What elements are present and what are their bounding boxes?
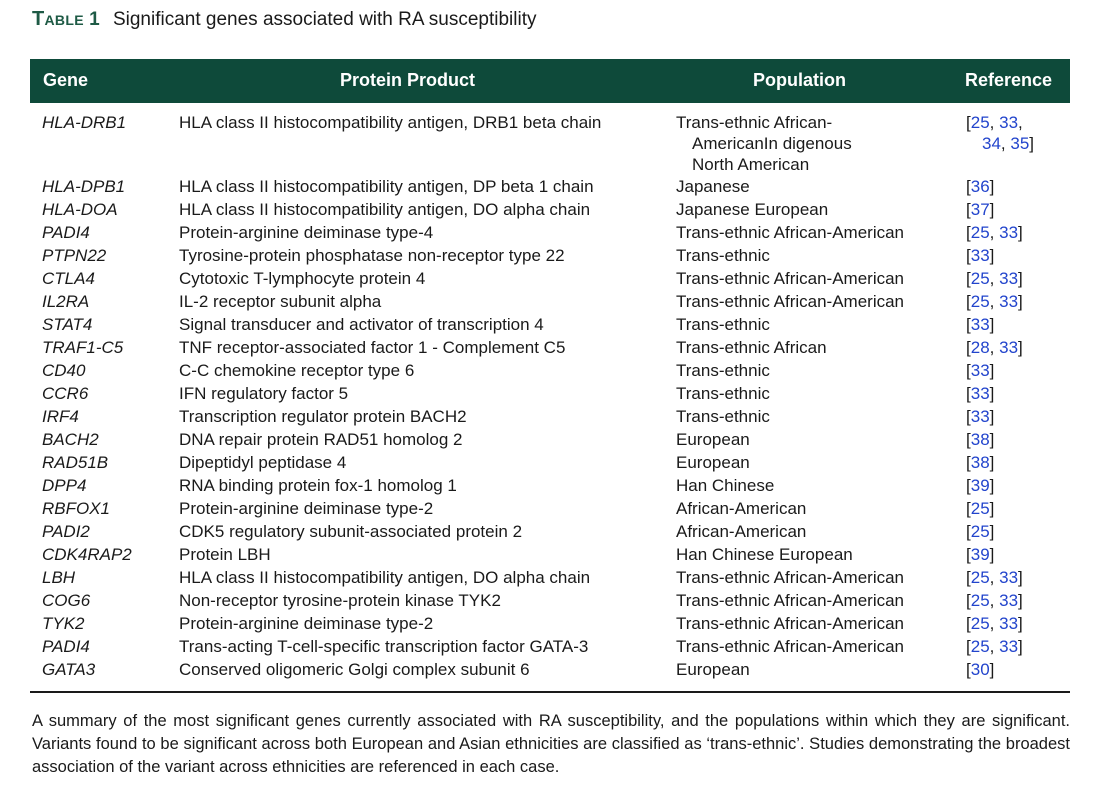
citation-punct: , [989,637,1000,656]
population-line: African-American [676,499,807,518]
reference-cell [966,406,994,427]
population-line: Trans-ethnic African [676,338,827,357]
reference-line [966,429,994,450]
population-cell [676,475,966,496]
population-line: Trans-ethnic [676,407,770,426]
header-population: Population [753,70,846,90]
reference-line [966,613,1023,634]
population-cell [676,314,966,335]
citation-punct: ] [1018,223,1023,242]
protein-cell: TNF receptor-associated factor 1 - Complement C5 [179,338,566,357]
gene-cell: PADI4 [42,223,90,242]
population-cell [676,199,966,220]
reference-line [966,314,994,335]
citation-punct: [ [966,568,971,587]
population-line: European [676,453,750,472]
reference-line [966,222,1023,243]
table-bottom-rule [30,691,1070,693]
reference-cell [966,337,1023,358]
protein-cell: HLA class II histocompatibility antigen, DO alpha chain [179,568,591,587]
reference-cell [966,245,994,266]
population-line: Trans-ethnic African-American [676,223,905,242]
protein-cell: Protein-arginine deiminase type-4 [179,223,434,242]
protein-cell: Transcription regulator protein BACH2 [179,407,467,426]
reference-line [966,176,994,197]
gene-cell: BACH2 [42,430,99,449]
gene-cell: CD40 [42,361,86,380]
protein-cell: HLA class II histocompatibility antigen, DP beta 1 chain [179,177,594,196]
protein-cell: Non-receptor tyrosine-protein kinase TYK2 [179,591,501,610]
gene-cell: CCR6 [42,384,89,403]
citation-punct: ] [989,660,995,679]
population-line: Han Chinese [676,476,775,495]
protein-cell: Protein-arginine deiminase type-2 [179,499,434,518]
citation-punct: , [989,591,1000,610]
citation-punct: , [1018,113,1023,132]
table-number: 1 [89,9,100,30]
gene-cell: RAD51B [42,453,109,472]
population-cell [676,337,966,358]
citation-punct: [ [966,223,971,242]
citation-link[interactable]: 25 [970,591,990,610]
citation-punct: ] [989,315,995,334]
population-cell [676,112,966,175]
population-line: Trans-ethnic [676,361,770,380]
protein-cell: Dipeptidyl peptidase 4 [179,453,347,472]
population-line: Trans-ethnic African-American [676,591,905,610]
table-label: Table [32,8,84,30]
reference-line [966,590,1023,611]
citation-punct: [ [966,660,971,679]
citation-punct: , [989,614,1000,633]
protein-cell: Protein LBH [179,545,271,564]
citation-punct: ] [989,407,995,426]
gene-cell: CDK4RAP2 [42,545,132,564]
gene-cell: IRF4 [42,407,79,426]
gene-cell: STAT4 [42,315,93,334]
reference-cell [966,291,1023,312]
gene-cell: HLA-DPB1 [42,177,126,196]
reference-cell [966,567,1023,588]
citation-link[interactable]: 33 [999,637,1019,656]
gene-cell: COG6 [42,591,91,610]
citation-link[interactable]: 33 [999,568,1019,587]
citation-link[interactable]: 39 [970,476,990,495]
reference-cell [966,176,994,197]
citation-punct: ] [989,545,995,564]
gene-cell: PADI2 [42,522,90,541]
gene-cell: TYK2 [42,614,85,633]
population-cell [676,360,966,381]
population-line: Trans-ethnic African-American [676,637,905,656]
protein-cell: CDK5 regulatory subunit-associated protein 2 [179,522,523,541]
gene-cell: DPP4 [42,476,87,495]
protein-cell: Cytotoxic T-lymphocyte protein 4 [179,269,426,288]
protein-cell: Tyrosine-protein phosphatase non-receptor type 22 [179,246,565,265]
citation-punct: [ [966,246,971,265]
reference-line [966,245,994,266]
citation-link[interactable]: 25 [970,499,990,518]
gene-cell: PTPN22 [42,246,107,265]
citation-link[interactable]: 25 [970,614,990,633]
reference-cell [966,498,994,519]
reference-line [966,567,1023,588]
citation-link[interactable]: 35 [1010,134,1030,153]
citation-link[interactable]: 33 [970,384,990,403]
reference-cell [966,636,1023,657]
citation-punct: ] [1018,338,1023,357]
citation-link[interactable]: 33 [970,246,990,265]
population-line: Trans-ethnic [676,246,770,265]
population-cell [676,452,966,473]
citation-punct: ] [1018,614,1023,633]
citation-punct: [ [966,315,971,334]
reference-cell [966,613,1023,634]
table-caption [32,8,536,31]
citation-punct: [ [966,292,971,311]
protein-cell: DNA repair protein RAD51 homolog 2 [179,430,463,449]
citation-link[interactable]: 33 [970,361,990,380]
reference-cell [966,383,994,404]
reference-line [966,521,994,542]
population-cell [676,498,966,519]
citation-punct: ] [989,384,995,403]
citation-link[interactable]: 38 [970,430,990,449]
citation-link[interactable]: 28 [970,338,990,357]
citation-link[interactable]: 25 [970,269,990,288]
reference-line [966,291,1023,312]
table-title: Significant genes associated with RA susceptibility [112,9,537,30]
citation-punct: , [989,223,1000,242]
population-line: Japanese [676,177,750,196]
population-cell [676,567,966,588]
citation-punct: , [1000,134,1011,153]
protein-cell: Signal transducer and activator of transcription 4 [179,315,544,334]
gene-cell: TRAF1-C5 [42,338,124,357]
population-cell [676,245,966,266]
reference-cell [966,222,1023,243]
citation-punct: [ [966,476,971,495]
citation-punct: ] [1018,292,1023,311]
reference-line [966,498,994,519]
population-cell [676,590,966,611]
reference-cell [966,268,1023,289]
citation-punct: ] [1018,591,1023,610]
reference-line [966,112,1034,133]
gene-cell: CTLA4 [42,269,95,288]
citation-punct: [ [966,384,971,403]
citation-punct: [ [966,338,971,357]
header-reference: Reference [965,70,1053,90]
reference-line [966,636,1023,657]
reference-line [966,544,994,565]
population-cell [676,544,966,565]
header-gene: Gene [43,70,89,90]
citation-punct: [ [966,522,971,541]
reference-line [966,406,994,427]
citation-link[interactable]: 25 [970,637,990,656]
population-line: North American [692,155,810,174]
header-protein: Protein Product [340,70,476,90]
citation-punct: [ [966,637,971,656]
gene-cell: PADI4 [42,637,90,656]
citation-link[interactable]: 33 [999,614,1019,633]
population-cell [676,521,966,542]
citation-link[interactable]: 33 [970,407,990,426]
citation-punct: [ [966,591,971,610]
reference-cell [966,590,1023,611]
citation-punct: ] [989,453,995,472]
reference-cell [966,452,994,473]
population-line: AmericanIn digenous [692,134,852,153]
citation-link[interactable]: 36 [970,177,990,196]
population-cell [676,429,966,450]
gene-cell: LBH [42,568,76,587]
citation-punct: [ [966,614,971,633]
population-cell [676,176,966,197]
citation-punct: ] [989,499,995,518]
population-cell [676,291,966,312]
citation-link[interactable]: 34 [982,134,1001,153]
population-cell [676,659,966,680]
reference-cell [966,360,994,381]
citation-link[interactable]: 25 [970,568,990,587]
citation-punct: [ [966,407,971,426]
population-cell [676,268,966,289]
reference-cell [966,314,994,335]
population-line: Han Chinese European [676,545,853,564]
citation-link[interactable]: 33 [970,315,990,334]
reference-line [966,268,1023,289]
citation-punct: ] [989,361,995,380]
citation-punct: ] [1018,269,1023,288]
citation-link[interactable]: 25 [970,292,990,311]
citation-punct: ] [1029,134,1035,153]
gene-cell: IL2RA [42,292,90,311]
population-line: Trans-ethnic African-American [676,292,905,311]
protein-cell: Protein-arginine deiminase type-2 [179,614,434,633]
reference-cell [966,199,994,220]
reference-line [966,475,994,496]
citation-punct: [ [966,113,971,132]
citation-punct: , [989,568,1000,587]
citation-punct: [ [966,269,971,288]
citation-link[interactable]: 33 [999,269,1019,288]
citation-link[interactable]: 38 [970,453,990,472]
population-line: Trans-ethnic African-American [676,269,905,288]
population-cell [676,222,966,243]
citation-punct: ] [989,177,995,196]
gene-cell: GATA3 [42,660,96,679]
citation-punct: [ [966,453,971,472]
protein-cell: IL-2 receptor subunit alpha [179,292,382,311]
protein-cell: Conserved oligomeric Golgi complex subunit 6 [179,660,530,679]
reference-cell [966,112,1034,154]
population-line: European [676,430,750,449]
protein-cell: IFN regulatory factor 5 [179,384,349,403]
reference-cell [966,544,994,565]
population-line: Trans-ethnic African- [676,113,833,132]
protein-cell: Trans-acting T-cell-specific transcription factor GATA-3 [179,637,589,656]
population-line: Trans-ethnic African-American [676,614,905,633]
reference-line [966,360,994,381]
citation-punct: ] [989,200,995,219]
population-cell [676,636,966,657]
citation-punct: [ [966,200,971,219]
citation-punct: ] [989,246,995,265]
citation-punct: ] [1018,568,1023,587]
citation-punct: ] [989,476,995,495]
table-header [30,59,1070,103]
reference-line [966,452,994,473]
citation-punct: [ [966,177,971,196]
citation-punct: [ [966,430,971,449]
citation-punct: , [989,292,1000,311]
citation-link[interactable]: 33 [999,113,1019,132]
citation-punct: [ [966,545,971,564]
reference-line [966,659,994,680]
citation-punct: [ [966,361,971,380]
citation-link[interactable]: 37 [970,200,990,219]
protein-cell: C-C chemokine receptor type 6 [179,361,415,380]
citation-link[interactable]: 25 [970,113,990,132]
protein-cell: RNA binding protein fox-1 homolog 1 [179,476,457,495]
citation-punct: , [989,113,1000,132]
population-line: Trans-ethnic African-American [676,568,905,587]
population-cell [676,613,966,634]
reference-line [966,383,994,404]
reference-cell [966,429,994,450]
protein-cell: HLA class II histocompatibility antigen, DO alpha chain [179,200,591,219]
citation-punct: [ [966,499,971,518]
gene-cell: HLA-DOA [42,200,118,219]
reference-line [966,199,994,220]
population-line: Japanese European [676,200,829,219]
population-line: Trans-ethnic [676,315,770,334]
population-line: African-American [676,522,807,541]
citation-link[interactable]: 33 [999,223,1019,242]
population-line: European [676,660,750,679]
population-cell [676,406,966,427]
gene-cell: RBFOX1 [42,499,111,518]
citation-link[interactable]: 33 [999,292,1019,311]
population-cell [676,383,966,404]
reference-line [966,337,1023,358]
table-footnote: A summary of the most significant genes currently associated with RA susceptibility, and the populations within which they are significant. Variants found to be significant across both European and Asian ethnicities are classified as ‘trans-ethnic’. Studies demonstrating the broadest association of the variant across ethnicities are referenced in each case. [32,712,1070,776]
reference-cell [966,659,994,680]
citation-link[interactable]: 33 [999,591,1019,610]
citation-punct: ] [989,522,995,541]
protein-cell: HLA class II histocompatibility antigen, DRB1 beta chain [179,113,602,132]
citation-link[interactable]: 25 [970,223,990,242]
citation-punct: , [989,269,1000,288]
citation-link[interactable]: 30 [970,660,990,679]
citation-punct: ] [1018,637,1023,656]
population-line: Trans-ethnic [676,384,770,403]
citation-link[interactable]: 39 [970,545,990,564]
citation-link[interactable]: 25 [970,522,990,541]
citation-punct: , [989,338,1000,357]
reference-cell [966,475,994,496]
citation-punct: ] [989,430,995,449]
citation-link[interactable]: 33 [999,338,1019,357]
reference-line [966,133,1034,154]
reference-cell [966,521,994,542]
gene-cell: HLA-DRB1 [42,113,127,132]
